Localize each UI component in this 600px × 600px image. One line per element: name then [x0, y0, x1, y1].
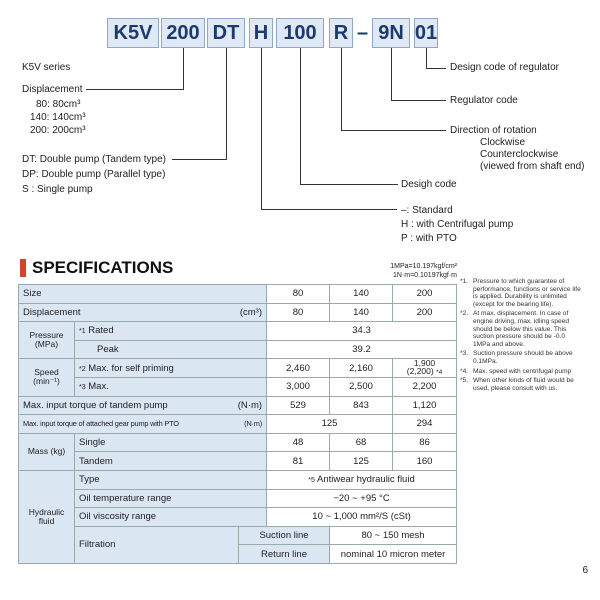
- code-displacement: 200: [161, 18, 205, 48]
- filtration-label: Filtration: [75, 526, 239, 563]
- leader-design-h: [300, 184, 398, 185]
- table-row: [19, 377, 457, 396]
- footnotes: [460, 278, 584, 394]
- tandem-torque-140: 843: [330, 396, 393, 415]
- table-row: [19, 470, 457, 489]
- oil-temp-label: Oil temperature range: [75, 489, 267, 508]
- displacement-label: Displacement: [23, 306, 81, 318]
- table-row: [19, 508, 457, 527]
- legend-displacement-title: Displacement: [22, 84, 83, 95]
- tandem-torque-200: 1,120: [393, 396, 457, 415]
- table-row: [19, 303, 457, 322]
- pressure-rated-label-cell: [75, 322, 267, 341]
- unit-conversions: [357, 262, 457, 280]
- leader-rotation-v: [341, 48, 342, 130]
- footnote-mark: *3.: [460, 350, 469, 358]
- legend-series: K5V series: [22, 62, 71, 73]
- legend-regulator-design: Design code of regulator: [450, 62, 559, 73]
- viscosity-value: 10 ~ 1,000 mm²/S (cSt): [267, 508, 457, 527]
- mass-label: Mass (kg): [19, 433, 75, 470]
- mass-single-80: 48: [267, 433, 330, 452]
- legend-option-standard: –: Standard: [401, 205, 453, 216]
- tandem-torque-80: 529: [267, 396, 330, 415]
- note-ref-3: *3: [79, 384, 86, 392]
- note-ref-5: *5: [308, 477, 315, 485]
- footnote: [460, 310, 584, 348]
- viscosity-label: Oil viscosity range: [75, 508, 267, 527]
- legend-option-pto: P : with PTO: [401, 233, 457, 244]
- footnote-text: Max. speed with centrifugal pump: [473, 367, 572, 375]
- code-separator: –: [357, 21, 369, 44]
- pto-torque-80-140: 125: [267, 415, 393, 434]
- note-ref-4: *4: [436, 368, 443, 376]
- pto-torque-label-cell: [19, 415, 267, 434]
- speed-max-label: Max.: [88, 381, 109, 393]
- mass-tandem-200: 160: [393, 452, 457, 471]
- legend-pump-parallel: DP: Double pump (Parallel type): [22, 169, 166, 180]
- conversion-pressure: 1MPa=10.197kgf/cm²: [390, 263, 457, 270]
- leader-centrifugal-v: [261, 48, 262, 209]
- footnote: [460, 278, 584, 308]
- fluid-label: Hydraulic fluid: [19, 470, 75, 563]
- leader-displacement-h: [86, 89, 184, 90]
- speed-self-80: 2,460: [267, 359, 330, 378]
- pto-torque-unit: (N·m): [244, 419, 263, 429]
- table-row: [19, 322, 457, 341]
- speed-max-80: 3,000: [267, 377, 330, 396]
- speed-self-200-alt: (2,200): [406, 365, 434, 376]
- pressure-peak-label: Peak: [75, 340, 267, 359]
- displacement-140: 140: [330, 303, 393, 322]
- leader-rotation-h: [341, 130, 446, 131]
- legend-rotation-counter: Counterclockwise: [480, 149, 559, 160]
- legend-displacement-200: 200: 200cm³: [30, 125, 86, 136]
- return-label: Return line: [239, 545, 330, 564]
- legend-rotation-viewed: (viewed from shaft end): [480, 161, 585, 172]
- size-200: 200: [393, 285, 457, 304]
- legend-design-code: Desigh code: [401, 179, 457, 190]
- speed-self-140: 2,160: [330, 359, 393, 378]
- legend-pump-single: S : Single pump: [22, 184, 93, 195]
- speed-self-label-cell: [75, 359, 267, 378]
- title-accent-bar: [20, 259, 26, 277]
- code-centrifugal: H: [249, 18, 273, 48]
- displacement-80: 80: [267, 303, 330, 322]
- mass-tandem-label: Tandem: [75, 452, 267, 471]
- leader-design-v: [300, 48, 301, 184]
- legend-displacement-80: 80: 80cm³: [36, 99, 81, 110]
- speed-self-200: 1,900: [413, 358, 436, 369]
- pressure-rated-label: Rated: [88, 325, 114, 337]
- tandem-torque-unit: (N·m): [237, 399, 263, 411]
- code-regulator-design: 01: [414, 18, 438, 48]
- table-row: [19, 415, 457, 434]
- spec-title: [20, 258, 173, 278]
- footnote: [460, 350, 584, 365]
- footnote: [460, 368, 584, 376]
- speed-max-140: 2,500: [330, 377, 393, 396]
- leader-pumptype-h: [172, 159, 227, 160]
- leader-reg-design-v: [426, 48, 427, 68]
- legend-rotation-clockwise: Clockwise: [480, 137, 526, 148]
- code-pump-type: DT: [207, 18, 245, 48]
- footnote: [460, 377, 584, 392]
- mass-single-200: 86: [393, 433, 457, 452]
- mass-tandem-140: 125: [330, 452, 393, 471]
- legend-option-centrifugal: H : with Centrifugal pump: [401, 219, 514, 230]
- size-80: 80: [267, 285, 330, 304]
- fluid-type-value-cell: [267, 470, 457, 489]
- footnote-mark: *1.: [460, 278, 469, 285]
- mass-single-label: Single: [75, 433, 267, 452]
- footnote-mark: *5.: [460, 377, 469, 385]
- leader-displacement-v: [183, 48, 184, 89]
- speed-max-200: 2,200: [393, 377, 457, 396]
- code-regulator: 9N: [372, 18, 410, 48]
- suction-value: 80 ~ 150 mesh: [330, 526, 457, 545]
- spec-table: [18, 284, 457, 564]
- mass-tandem-80: 81: [267, 452, 330, 471]
- footnote-text: Suction pressure should be above 0.1MPa.: [473, 350, 573, 365]
- speed-self-200-cell: [393, 359, 457, 378]
- table-row: [19, 396, 457, 415]
- table-row: [19, 526, 457, 545]
- suction-label: Suction line: [239, 526, 330, 545]
- footnote-mark: *4.: [460, 367, 469, 375]
- speed-max-label-cell: [75, 377, 267, 396]
- footnote-text: When other kinds of fluid would be used, please consult with us.: [473, 377, 574, 392]
- footnote-text: Pressure to which guarantee of performance, functions or service life is applied. Durability is unlimited (except for the bearing life).: [473, 278, 581, 308]
- code-rotation: R: [329, 18, 353, 48]
- footnote-text: At max. displacement. In case of engine driving, max. idling speed should be below this value. This suction pressure should be -0.0 1MPa and above.: [473, 310, 570, 348]
- leader-centrifugal-h: [261, 209, 397, 210]
- note-ref-1: *1: [79, 328, 86, 336]
- leader-pumptype-v: [226, 48, 227, 159]
- size-label: Size: [19, 285, 267, 304]
- displacement-unit: (cm³): [239, 306, 263, 318]
- table-row: [19, 489, 457, 508]
- footnote-mark: *2.: [460, 310, 469, 318]
- leader-reg-design-h: [426, 68, 446, 69]
- table-row: [19, 433, 457, 452]
- tandem-torque-label: Max. input torque of tandem pump: [23, 399, 168, 411]
- table-row: [19, 340, 457, 359]
- speed-self-label: Max. for self priming: [88, 362, 174, 374]
- oil-temp-value: −20 ~ +95 °C: [267, 489, 457, 508]
- table-row: [19, 285, 457, 304]
- spec-title-text: SPECIFICATIONS: [32, 258, 174, 277]
- displacement-label-cell: [19, 303, 267, 322]
- legend-regulator-code: Regulator code: [450, 95, 518, 106]
- table-row: [19, 452, 457, 471]
- pto-torque-label: Max. input torque of attached gear pump with PTO: [23, 419, 179, 429]
- legend-displacement-140: 140: 140cm³: [30, 112, 86, 123]
- fluid-type-label: Type: [75, 470, 267, 489]
- code-series: K5V: [107, 18, 159, 48]
- pto-torque-200: 294: [393, 415, 457, 434]
- tandem-torque-label-cell: [19, 396, 267, 415]
- pressure-label: Pressure (MPa): [19, 322, 75, 359]
- code-design: 100: [276, 18, 324, 48]
- leader-regulator-h: [391, 100, 446, 101]
- legend-pump-tandem: DT: Double pump (Tandem type): [22, 154, 166, 165]
- pressure-peak-value: 39.2: [267, 340, 457, 359]
- page-number: 6: [582, 565, 588, 576]
- conversion-torque: 1N·m=0.10197kgf·m: [392, 272, 457, 279]
- displacement-200: 200: [393, 303, 457, 322]
- leader-regulator-v: [391, 48, 392, 100]
- note-ref-2: *2: [79, 365, 86, 373]
- legend-rotation-title: Direction of rotation: [450, 125, 537, 136]
- size-140: 140: [330, 285, 393, 304]
- table-row: [19, 359, 457, 378]
- mass-single-140: 68: [330, 433, 393, 452]
- pressure-rated-value: 34.3: [267, 322, 457, 341]
- speed-label: Speed (min⁻¹): [19, 359, 75, 396]
- fluid-type-value: Antiwear hydraulic fluid: [317, 474, 415, 486]
- return-value: nominal 10 micron meter: [330, 545, 457, 564]
